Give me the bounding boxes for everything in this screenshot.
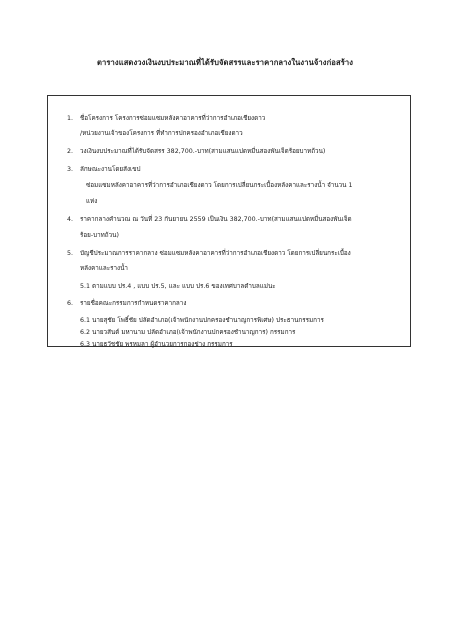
estimate-list: หลังคาและรางน้ำ — [80, 265, 128, 272]
median-price: ร้อย-บาทถ้วน) — [80, 232, 119, 239]
item-number: 2. — [67, 148, 74, 155]
page-title: ตารางแสดงวงเงินงบประมาณที่ได้รับจัดสรรและราคากลางในงานจ้างก่อสร้าง — [96, 58, 354, 67]
committee-member: 6.3 นายธวัชชัย พรหมลา ผู้อำนวยการกองช่าง กรรมการ — [80, 341, 233, 348]
committee-label: รายชื่อคณะกรรมการกำหนดราคากลาง — [80, 300, 187, 307]
work-summary-text: แห่ง — [86, 198, 98, 205]
median-price: ราคากลางคำนวณ ณ วันที่ 23 กันยายน 2559 เป็นเงิน 382,700.-บาท(สามแสนแปดหมื่นสองพันเจ็ด — [80, 216, 352, 223]
project-name: ชื่อโครงการ โครงการซ่อมแซมหลังคาอาคารที่ว่าการอำเภอเชียงดาว — [80, 115, 266, 122]
item-number: 6. — [67, 300, 74, 307]
work-summary-text: ซ่อมแซมหลังคาอาคารที่ว่าการอำเภอเชียงดาว โดยการเปลี่ยนกระเบื้องหลังคาและรางน้ำ จำนวน 1 — [86, 182, 353, 189]
work-summary-label: ลักษณะงานโดยสังเขป — [80, 166, 141, 173]
committee-member: 6.2 นายวสันต์ มหานาม ปลัดอำเภอ(เจ้าพนักงานปกครองชำนาญการ) กรรมการ — [80, 329, 296, 336]
estimate-sub-item: 5.1 ตามแบบ ปร.4 , แบบ ปร.5, และ แบบ ปร.6 ของเทศบาลตำบลแม่นะ — [80, 283, 276, 290]
project-owner: /หน่วยงานเจ้าของโครงการ ที่ทำการปกครองอำเภอเชียงดาว — [80, 130, 243, 137]
item-number: 4. — [67, 216, 74, 223]
item-number: 3. — [67, 166, 74, 173]
budget-amount: วงเงินงบประมาณที่ได้รับจัดสรร 382,700.-บาท(สามแสนแปดหมื่นสองพันเจ็ดร้อยบาทถ้วน) — [80, 148, 326, 155]
committee-member: 6.1 นายสุชัย โพธิ์ชัย ปลัดอำเภอ(เจ้าพนักงานปกครองชำนาญการพิเศษ) ประธานกรรมการ — [80, 317, 324, 324]
item-number: 5. — [67, 250, 74, 257]
item-number: 1. — [67, 115, 74, 122]
estimate-list: บัญชีประมาณการราคากลาง ซ่อมแซมหลังคาอาคารที่ว่าการอำเภอเชียงดาว โดยการเปลี่ยนกระเบื้อง — [80, 250, 351, 257]
